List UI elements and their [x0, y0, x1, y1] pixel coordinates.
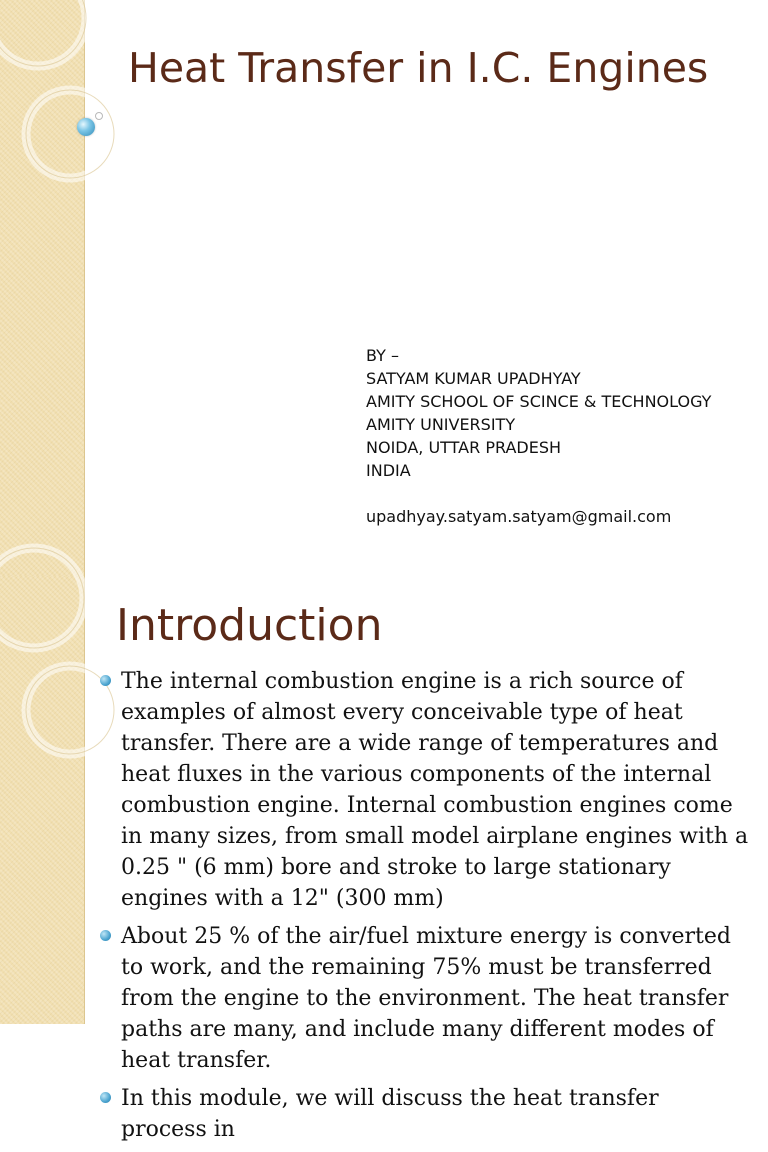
author-block: [366, 344, 768, 528]
orb-icon: [77, 118, 95, 136]
bullet-item: [100, 1083, 750, 1145]
bullet-item: [100, 666, 750, 914]
bullet-text: The internal combustion engine is a rich source of examples of almost every conceivable type of heat transfer. There are a wide range of temperatures and heat fluxes in the various components of the internal combustion engine. Internal combustion engines come in many sizes, from small model airplane engines with a 0.25 " (6 mm) bore and stroke to large stationary engines with a 12" (300 mm): [121, 669, 749, 911]
bullet-list: [100, 666, 750, 1152]
bullet-text: In this module, we will discuss the heat transfer process in: [121, 1086, 659, 1142]
byline-label: BY –: [366, 346, 399, 365]
bullet-icon: [100, 1092, 111, 1103]
bullet-text: About 25 % of the air/fuel mixture energy is converted to work, and the remaining 75% must be transferred from the engine to the environment. The heat transfer paths are many, and include many different modes of heat transfer.: [121, 924, 731, 1073]
author-university: AMITY UNIVERSITY: [366, 415, 516, 434]
author-name: SATYAM KUMAR UPADHYAY: [366, 369, 581, 388]
author-location: NOIDA, UTTAR PRADESH: [366, 438, 561, 457]
decorative-rings: [0, 0, 120, 200]
slide-title: Heat Transfer in I.C. Engines: [128, 44, 709, 92]
small-orb-icon: [95, 112, 103, 120]
bullet-icon: [100, 930, 111, 941]
author-email[interactable]: upadhyay.satyam.satyam@gmail.com: [366, 507, 672, 526]
introduction-slide: [0, 576, 768, 1142]
bullet-item: [100, 921, 750, 1076]
author-country: INDIA: [366, 461, 411, 480]
author-school: AMITY SCHOOL OF SCINCE & TECHNOLOGY: [366, 392, 712, 411]
bullet-icon: [100, 675, 111, 686]
section-title: Introduction: [116, 600, 383, 651]
